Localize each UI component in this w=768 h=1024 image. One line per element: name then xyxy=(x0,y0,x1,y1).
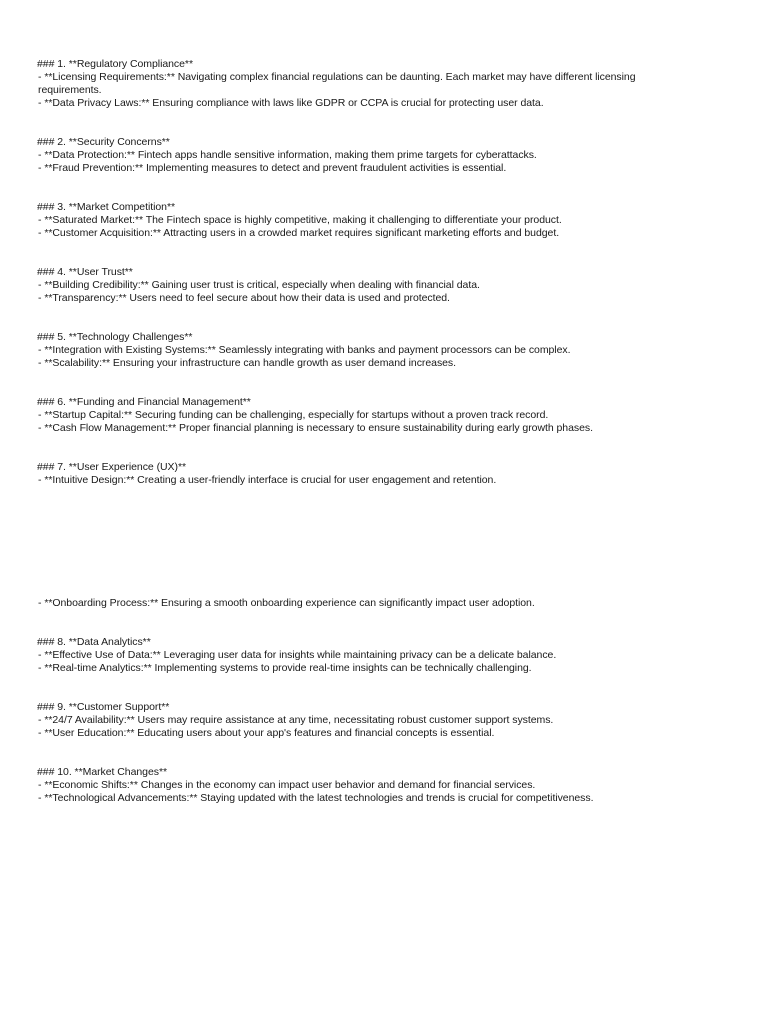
bullet-cash-flow-management: - **Cash Flow Management:** Proper financial planning is necessary to ensure sustainability during early growth phases. xyxy=(38,422,593,434)
section-heading-market-changes: ### 10. **Market Changes** xyxy=(37,766,168,778)
bullet-building-credibility: - **Building Credibility:** Gaining user trust is critical, especially when dealing with financial data. xyxy=(38,279,480,291)
section-heading-user-experience: ### 7. **User Experience (UX)** xyxy=(37,461,187,473)
bullet-24-7-availability: - **24/7 Availability:** Users may require assistance at any time, necessitating robust customer support systems. xyxy=(38,714,554,726)
section-heading-user-trust: ### 4. **User Trust** xyxy=(37,266,133,278)
bullet-intuitive-design: - **Intuitive Design:** Creating a user-friendly interface is crucial for user engagement and retention. xyxy=(38,474,497,486)
bullet-customer-acquisition: - **Customer Acquisition:** Attracting users in a crowded market requires significant marketing efforts and budget. xyxy=(38,227,560,239)
bullet-data-protection: - **Data Protection:** Fintech apps handle sensitive information, making them prime targets for cyberattacks. xyxy=(38,149,537,161)
bullet-fraud-prevention: - **Fraud Prevention:** Implementing measures to detect and prevent fraudulent activities is essential. xyxy=(38,162,507,174)
bullet-real-time-analytics: - **Real-time Analytics:** Implementing systems to provide real-time insights can be technically challenging. xyxy=(38,662,532,674)
section-heading-market-competition: ### 3. **Market Competition** xyxy=(37,201,176,213)
section-heading-data-analytics: ### 8. **Data Analytics** xyxy=(37,636,151,648)
bullet-transparency: - **Transparency:** Users need to feel secure about how their data is used and protected. xyxy=(38,292,450,304)
bullet-economic-shifts: - **Economic Shifts:** Changes in the economy can impact user behavior and demand for financial services. xyxy=(38,779,536,791)
bullet-scalability: - **Scalability:** Ensuring your infrastructure can handle growth as user demand increases. xyxy=(38,357,456,369)
bullet-technological-advancements: - **Technological Advancements:** Staying updated with the latest technologies and trends is crucial for competitiveness. xyxy=(38,792,594,804)
bullet-integration-existing-systems: - **Integration with Existing Systems:** Seamlessly integrating with banks and payment processors can be complex. xyxy=(38,344,571,356)
bullet-effective-use-of-data: - **Effective Use of Data:** Leveraging user data for insights while maintaining privacy can be a delicate balance. xyxy=(38,649,557,661)
section-heading-funding-financial-management: ### 6. **Funding and Financial Management** xyxy=(37,396,251,408)
bullet-licensing-requirements: - **Licensing Requirements:** Navigating complex financial regulations can be daunting. Each market may have different licensing requirements. xyxy=(38,71,636,96)
bullet-onboarding-process: - **Onboarding Process:** Ensuring a smooth onboarding experience can significantly impact user adoption. xyxy=(38,597,535,609)
bullet-user-education: - **User Education:** Educating users about your app's features and financial concepts is essential. xyxy=(38,727,495,739)
section-heading-security-concerns: ### 2. **Security Concerns** xyxy=(37,136,170,148)
section-heading-technology-challenges: ### 5. **Technology Challenges** xyxy=(37,331,193,343)
section-heading-customer-support: ### 9. **Customer Support** xyxy=(37,701,170,713)
section-heading-regulatory-compliance: ### 1. **Regulatory Compliance** xyxy=(37,58,193,70)
bullet-startup-capital: - **Startup Capital:** Securing funding can be challenging, especially for startups without a proven track record. xyxy=(38,409,549,421)
bullet-saturated-market: - **Saturated Market:** The Fintech space is highly competitive, making it challenging to differentiate your product. xyxy=(38,214,562,226)
bullet-data-privacy-laws: - **Data Privacy Laws:** Ensuring compliance with laws like GDPR or CCPA is crucial for protecting user data. xyxy=(38,97,544,109)
